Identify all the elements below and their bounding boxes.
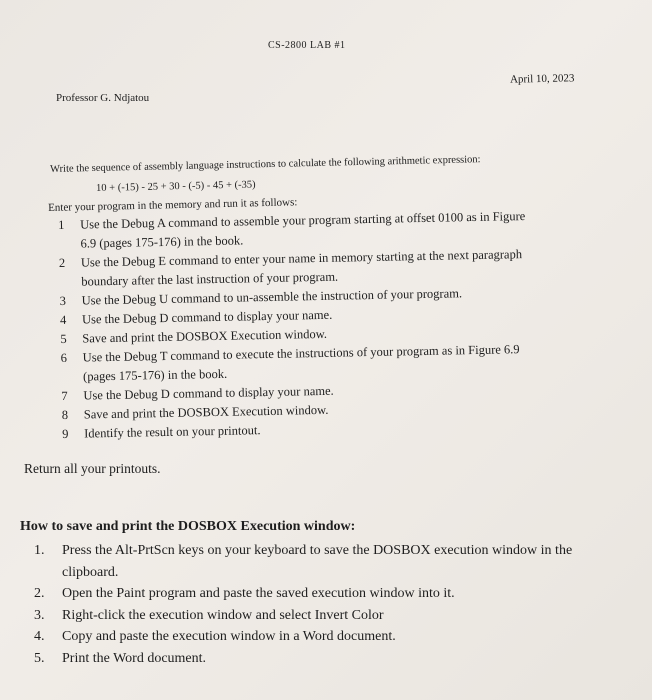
instruction-item-number: 7 xyxy=(61,388,68,403)
how-to-step-3 xyxy=(34,605,634,627)
instruction-list xyxy=(58,205,622,444)
how-to-step-number: 3. xyxy=(34,607,45,623)
how-to-step-4 xyxy=(34,626,634,648)
instruction-item-line: Use the Debug D command to display your name. xyxy=(81,307,333,327)
course-header: CS-2800 LAB #1 xyxy=(268,40,346,51)
how-to-step-number: 4. xyxy=(34,629,45,644)
how-to-step-line: Open the Paint program and paste the saved execution window into it. xyxy=(62,586,455,601)
instruction-item-number: 9 xyxy=(62,426,69,441)
professor-name: Professor G. Ndjatou xyxy=(56,92,150,104)
how-to-step-line: Print the Word document. xyxy=(62,650,207,666)
how-to-step-text xyxy=(62,648,634,670)
how-to-step-number: 2. xyxy=(34,586,45,601)
date: April 10, 2023 xyxy=(509,72,575,86)
how-to-step-line: Press the Alt-PrtScn keys on your keyboard to save the DOSBOX execution window in the xyxy=(62,543,573,558)
instruction-item-line: Use the Debug D command to display your name. xyxy=(83,383,334,403)
instruction-item-number: 1 xyxy=(58,217,65,232)
how-to-step-5 xyxy=(34,648,634,670)
instruction-item-line: Identify the result on your printout. xyxy=(84,423,261,441)
how-to-step-2 xyxy=(34,583,634,605)
instruction-item-number: 8 xyxy=(61,407,69,422)
task-statement: Write the sequence of assembly language instructions to calculate the following arithmetic expression: xyxy=(50,154,481,175)
instruction-item-line: 6.9 (pages 175-176) in the book. xyxy=(80,233,244,251)
return-note: Return all your printouts. xyxy=(24,461,161,476)
how-to-title: How to save and print the DOSBOX Execution window: xyxy=(20,519,356,534)
instructions-intro: Enter your program in the memory and run it as follows: xyxy=(48,196,298,214)
instruction-item-line: Use the Debug A command to assemble your program starting at offset 0100 as in Figure xyxy=(80,209,526,232)
how-to-step-text xyxy=(62,605,634,627)
how-to-step-text xyxy=(62,626,634,648)
how-to-steps xyxy=(34,540,634,669)
instruction-item-line: (pages 175-176) in the book. xyxy=(82,366,228,384)
instruction-item-line: Save and print the DOSBOX Execution window. xyxy=(83,402,329,422)
how-to-step-line: Copy and paste the execution window in a Word document. xyxy=(62,629,396,644)
how-to-step-number: 1. xyxy=(34,543,45,558)
how-to-step-number: 5. xyxy=(34,650,45,666)
instruction-item-line: Save and print the DOSBOX Execution window. xyxy=(82,326,328,346)
arithmetic-expression: 10 + (-15) - 25 + 30 - (-5) - 45 + (-35) xyxy=(96,179,256,194)
instruction-item-number: 5 xyxy=(60,331,67,346)
instruction-item-line: Use the Debug T command to execute the instructions of your program as in Figure 6.9 xyxy=(82,342,520,365)
instruction-item-number: 4 xyxy=(59,312,67,327)
instruction-item-number: 2 xyxy=(58,255,66,270)
how-to-step-1 xyxy=(34,540,634,583)
instruction-item-line: Use the Debug U command to un-assemble the instruction of your program. xyxy=(81,286,463,308)
how-to-step-line: Right-click the execution window and select Invert Color xyxy=(62,607,384,623)
how-to-step-line: clipboard. xyxy=(62,564,119,580)
instruction-item-line: Use the Debug E command to enter your name in memory starting at the next paragraph xyxy=(80,247,523,270)
instruction-item-line: boundary after the last instruction of your program. xyxy=(81,269,339,289)
how-to-step-text xyxy=(62,540,634,583)
instruction-item-number: 6 xyxy=(60,350,68,365)
instruction-item-number: 3 xyxy=(59,293,67,308)
how-to-step-text xyxy=(62,583,634,605)
